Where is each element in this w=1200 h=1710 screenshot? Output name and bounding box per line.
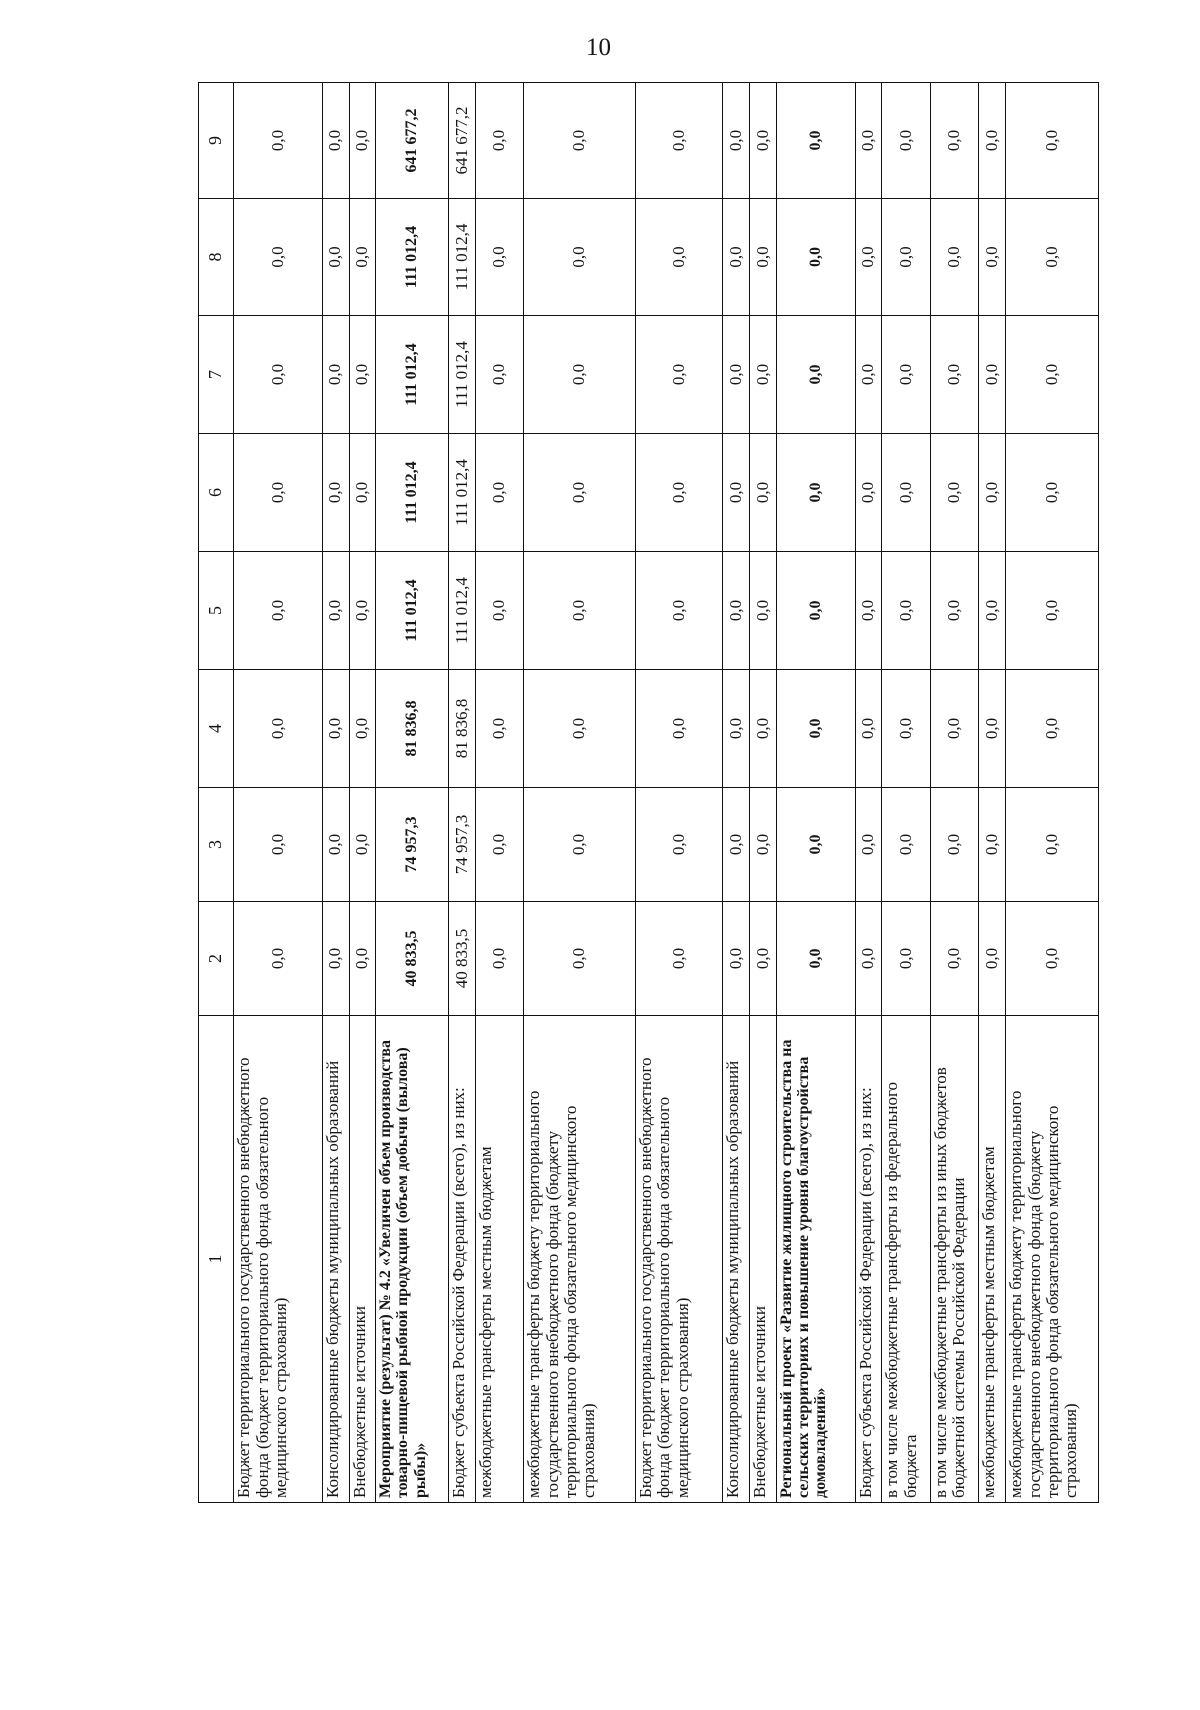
value-cell: 641 677,2 xyxy=(376,83,449,199)
value-cell: 0,0 xyxy=(475,552,524,670)
value-cell: 0,0 xyxy=(750,552,777,670)
value-cell: 0,0 xyxy=(979,788,1006,902)
value-cell: 0,0 xyxy=(234,316,323,434)
row-label: в том числе межбюджетные трансферты из федерального бюджета xyxy=(882,1016,931,1503)
row-label: Внебюджетные источники xyxy=(349,1016,376,1503)
value-cell: 0,0 xyxy=(855,670,882,788)
table-row xyxy=(723,83,750,1503)
table-row xyxy=(635,83,722,1503)
value-cell: 0,0 xyxy=(979,434,1006,552)
value-cell: 0,0 xyxy=(1006,83,1099,199)
table-row xyxy=(979,83,1006,1503)
rotated-table-container xyxy=(198,83,1099,1503)
row-label: Бюджет субъекта Российской Федерации (всего), из них: xyxy=(855,1016,882,1503)
value-cell: 0,0 xyxy=(1006,902,1099,1016)
value-cell: 0,0 xyxy=(322,552,349,670)
value-cell: 0,0 xyxy=(524,434,636,552)
value-cell: 0,0 xyxy=(234,434,323,552)
value-cell: 0,0 xyxy=(930,552,979,670)
column-header: 7 xyxy=(199,316,234,434)
value-cell: 0,0 xyxy=(349,199,376,316)
value-cell: 0,0 xyxy=(475,316,524,434)
value-cell: 0,0 xyxy=(750,316,777,434)
value-cell: 0,0 xyxy=(234,902,323,1016)
value-cell: 0,0 xyxy=(776,902,855,1016)
table-row xyxy=(524,83,636,1503)
value-cell: 0,0 xyxy=(322,316,349,434)
row-label: Консолидированные бюджеты муниципальных образований xyxy=(723,1016,750,1503)
value-cell: 74 957,3 xyxy=(449,788,476,902)
column-header: 2 xyxy=(199,902,234,1016)
value-cell: 0,0 xyxy=(349,434,376,552)
table-row xyxy=(322,83,349,1503)
value-cell: 0,0 xyxy=(524,788,636,902)
column-header: 5 xyxy=(199,552,234,670)
value-cell: 0,0 xyxy=(524,902,636,1016)
table-body xyxy=(199,83,1099,1503)
table-row xyxy=(930,83,979,1503)
column-header: 1 xyxy=(199,1016,234,1503)
value-cell: 111 012,4 xyxy=(376,552,449,670)
value-cell: 0,0 xyxy=(635,199,722,316)
value-cell: 0,0 xyxy=(322,788,349,902)
value-cell: 0,0 xyxy=(882,199,931,316)
value-cell: 0,0 xyxy=(750,199,777,316)
value-cell: 111 012,4 xyxy=(376,199,449,316)
table-row xyxy=(449,83,476,1503)
value-cell: 40 833,5 xyxy=(449,902,476,1016)
value-cell: 0,0 xyxy=(855,199,882,316)
value-cell: 0,0 xyxy=(776,83,855,199)
value-cell: 0,0 xyxy=(930,788,979,902)
row-label: Бюджет субъекта Российской Федерации (всего), из них: xyxy=(449,1016,476,1503)
value-cell: 0,0 xyxy=(723,788,750,902)
value-cell: 0,0 xyxy=(234,552,323,670)
value-cell: 0,0 xyxy=(1006,670,1099,788)
value-cell: 0,0 xyxy=(349,670,376,788)
value-cell: 0,0 xyxy=(349,552,376,670)
value-cell: 40 833,5 xyxy=(376,902,449,1016)
row-label: Региональный проект «Развитие жилищного строительства на сельских территориях и повышение уровня благоустройства домовладений» xyxy=(776,1016,855,1503)
value-cell: 0,0 xyxy=(475,434,524,552)
value-cell: 0,0 xyxy=(930,902,979,1016)
value-cell: 0,0 xyxy=(855,902,882,1016)
table-row xyxy=(234,83,323,1503)
value-cell: 111 012,4 xyxy=(449,316,476,434)
value-cell: 0,0 xyxy=(930,199,979,316)
value-cell: 0,0 xyxy=(979,902,1006,1016)
value-cell: 0,0 xyxy=(750,902,777,1016)
value-cell: 0,0 xyxy=(322,902,349,1016)
value-cell: 0,0 xyxy=(322,83,349,199)
value-cell: 0,0 xyxy=(349,83,376,199)
value-cell: 0,0 xyxy=(723,552,750,670)
value-cell: 0,0 xyxy=(979,316,1006,434)
value-cell: 111 012,4 xyxy=(449,199,476,316)
value-cell: 0,0 xyxy=(776,670,855,788)
value-cell: 0,0 xyxy=(234,788,323,902)
value-cell: 0,0 xyxy=(635,83,722,199)
value-cell: 0,0 xyxy=(776,788,855,902)
page-number: 10 xyxy=(586,34,611,61)
value-cell: 0,0 xyxy=(635,788,722,902)
row-label: Внебюджетные источники xyxy=(750,1016,777,1503)
value-cell: 0,0 xyxy=(776,434,855,552)
budget-table xyxy=(198,82,1099,1503)
value-cell: 0,0 xyxy=(234,83,323,199)
value-cell: 0,0 xyxy=(723,316,750,434)
value-cell: 0,0 xyxy=(750,788,777,902)
value-cell: 0,0 xyxy=(930,316,979,434)
value-cell: 0,0 xyxy=(855,788,882,902)
value-cell: 0,0 xyxy=(635,434,722,552)
value-cell: 0,0 xyxy=(723,199,750,316)
value-cell: 0,0 xyxy=(475,83,524,199)
column-header: 6 xyxy=(199,434,234,552)
column-header: 8 xyxy=(199,199,234,316)
value-cell: 0,0 xyxy=(882,434,931,552)
value-cell: 0,0 xyxy=(1006,199,1099,316)
value-cell: 0,0 xyxy=(635,670,722,788)
value-cell: 0,0 xyxy=(750,434,777,552)
value-cell: 0,0 xyxy=(723,670,750,788)
value-cell: 111 012,4 xyxy=(376,434,449,552)
value-cell: 0,0 xyxy=(882,83,931,199)
rotated-table-page xyxy=(198,83,1099,1503)
value-cell: 0,0 xyxy=(855,434,882,552)
value-cell: 0,0 xyxy=(349,902,376,1016)
value-cell: 0,0 xyxy=(322,670,349,788)
table-row xyxy=(475,83,524,1503)
value-cell: 0,0 xyxy=(855,552,882,670)
row-label: Мероприятие (результат) № 4.2 «Увеличен объем производства товарно-пищевой рыбной продукции (объем добычи (вылова) рыбы)» xyxy=(376,1016,449,1503)
row-label: Бюджет территориального государственного внебюджетного фонда (бюджет территориального фонда обязательного медицинского страхования) xyxy=(234,1016,323,1503)
value-cell: 0,0 xyxy=(750,670,777,788)
table-row xyxy=(1006,83,1099,1503)
value-cell: 0,0 xyxy=(979,552,1006,670)
value-cell: 74 957,3 xyxy=(376,788,449,902)
header-row xyxy=(199,83,234,1503)
value-cell: 111 012,4 xyxy=(376,316,449,434)
value-cell: 641 677,2 xyxy=(449,83,476,199)
table-row xyxy=(776,83,855,1503)
value-cell: 0,0 xyxy=(1006,316,1099,434)
row-label: межбюджетные трансферты местным бюджетам xyxy=(475,1016,524,1503)
value-cell: 0,0 xyxy=(475,670,524,788)
row-label: в том числе межбюджетные трансферты из иных бюджетов бюджетной системы Российской Федерации xyxy=(930,1016,979,1503)
row-label: межбюджетные трансферты местным бюджетам xyxy=(979,1016,1006,1503)
row-label: межбюджетные трансферты бюджету территориального государственного внебюджетного фонда (бюджету территориального фонда обязательного медицинского страхования) xyxy=(524,1016,636,1503)
value-cell: 0,0 xyxy=(349,316,376,434)
value-cell: 111 012,4 xyxy=(449,434,476,552)
value-cell: 111 012,4 xyxy=(449,552,476,670)
value-cell: 0,0 xyxy=(882,788,931,902)
value-cell: 0,0 xyxy=(234,670,323,788)
table-row xyxy=(750,83,777,1503)
value-cell: 0,0 xyxy=(1006,434,1099,552)
value-cell: 0,0 xyxy=(855,83,882,199)
value-cell: 0,0 xyxy=(524,552,636,670)
column-header: 3 xyxy=(199,788,234,902)
value-cell: 0,0 xyxy=(635,552,722,670)
table-row xyxy=(376,83,449,1503)
value-cell: 0,0 xyxy=(723,434,750,552)
value-cell: 81 836,8 xyxy=(376,670,449,788)
value-cell: 0,0 xyxy=(475,902,524,1016)
value-cell: 0,0 xyxy=(349,788,376,902)
value-cell: 0,0 xyxy=(930,434,979,552)
value-cell: 0,0 xyxy=(1006,552,1099,670)
value-cell: 0,0 xyxy=(524,199,636,316)
value-cell: 0,0 xyxy=(979,670,1006,788)
value-cell: 0,0 xyxy=(524,83,636,199)
value-cell: 0,0 xyxy=(882,902,931,1016)
table-row xyxy=(882,83,931,1503)
row-label: Консолидированные бюджеты муниципальных образований xyxy=(322,1016,349,1503)
value-cell: 0,0 xyxy=(882,670,931,788)
row-label: межбюджетные трансферты бюджету территориального государственного внебюджетного фонда (бюджету территориального фонда обязательного медицинского страхования) xyxy=(1006,1016,1099,1503)
row-label: Бюджет территориального государственного внебюджетного фонда (бюджет территориального фонда обязательного медицинского страхования) xyxy=(635,1016,722,1503)
value-cell: 81 836,8 xyxy=(449,670,476,788)
value-cell: 0,0 xyxy=(979,199,1006,316)
value-cell: 0,0 xyxy=(723,83,750,199)
table-row xyxy=(349,83,376,1503)
value-cell: 0,0 xyxy=(1006,788,1099,902)
value-cell: 0,0 xyxy=(475,199,524,316)
value-cell: 0,0 xyxy=(930,670,979,788)
value-cell: 0,0 xyxy=(524,316,636,434)
value-cell: 0,0 xyxy=(234,199,323,316)
value-cell: 0,0 xyxy=(882,316,931,434)
value-cell: 0,0 xyxy=(776,552,855,670)
table-row xyxy=(855,83,882,1503)
value-cell: 0,0 xyxy=(979,83,1006,199)
value-cell: 0,0 xyxy=(723,902,750,1016)
value-cell: 0,0 xyxy=(776,316,855,434)
value-cell: 0,0 xyxy=(930,83,979,199)
value-cell: 0,0 xyxy=(322,434,349,552)
value-cell: 0,0 xyxy=(475,788,524,902)
value-cell: 0,0 xyxy=(635,902,722,1016)
value-cell: 0,0 xyxy=(635,316,722,434)
value-cell: 0,0 xyxy=(855,316,882,434)
column-header: 9 xyxy=(199,83,234,199)
value-cell: 0,0 xyxy=(322,199,349,316)
column-header: 4 xyxy=(199,670,234,788)
value-cell: 0,0 xyxy=(750,83,777,199)
value-cell: 0,0 xyxy=(524,670,636,788)
value-cell: 0,0 xyxy=(882,552,931,670)
value-cell: 0,0 xyxy=(776,199,855,316)
